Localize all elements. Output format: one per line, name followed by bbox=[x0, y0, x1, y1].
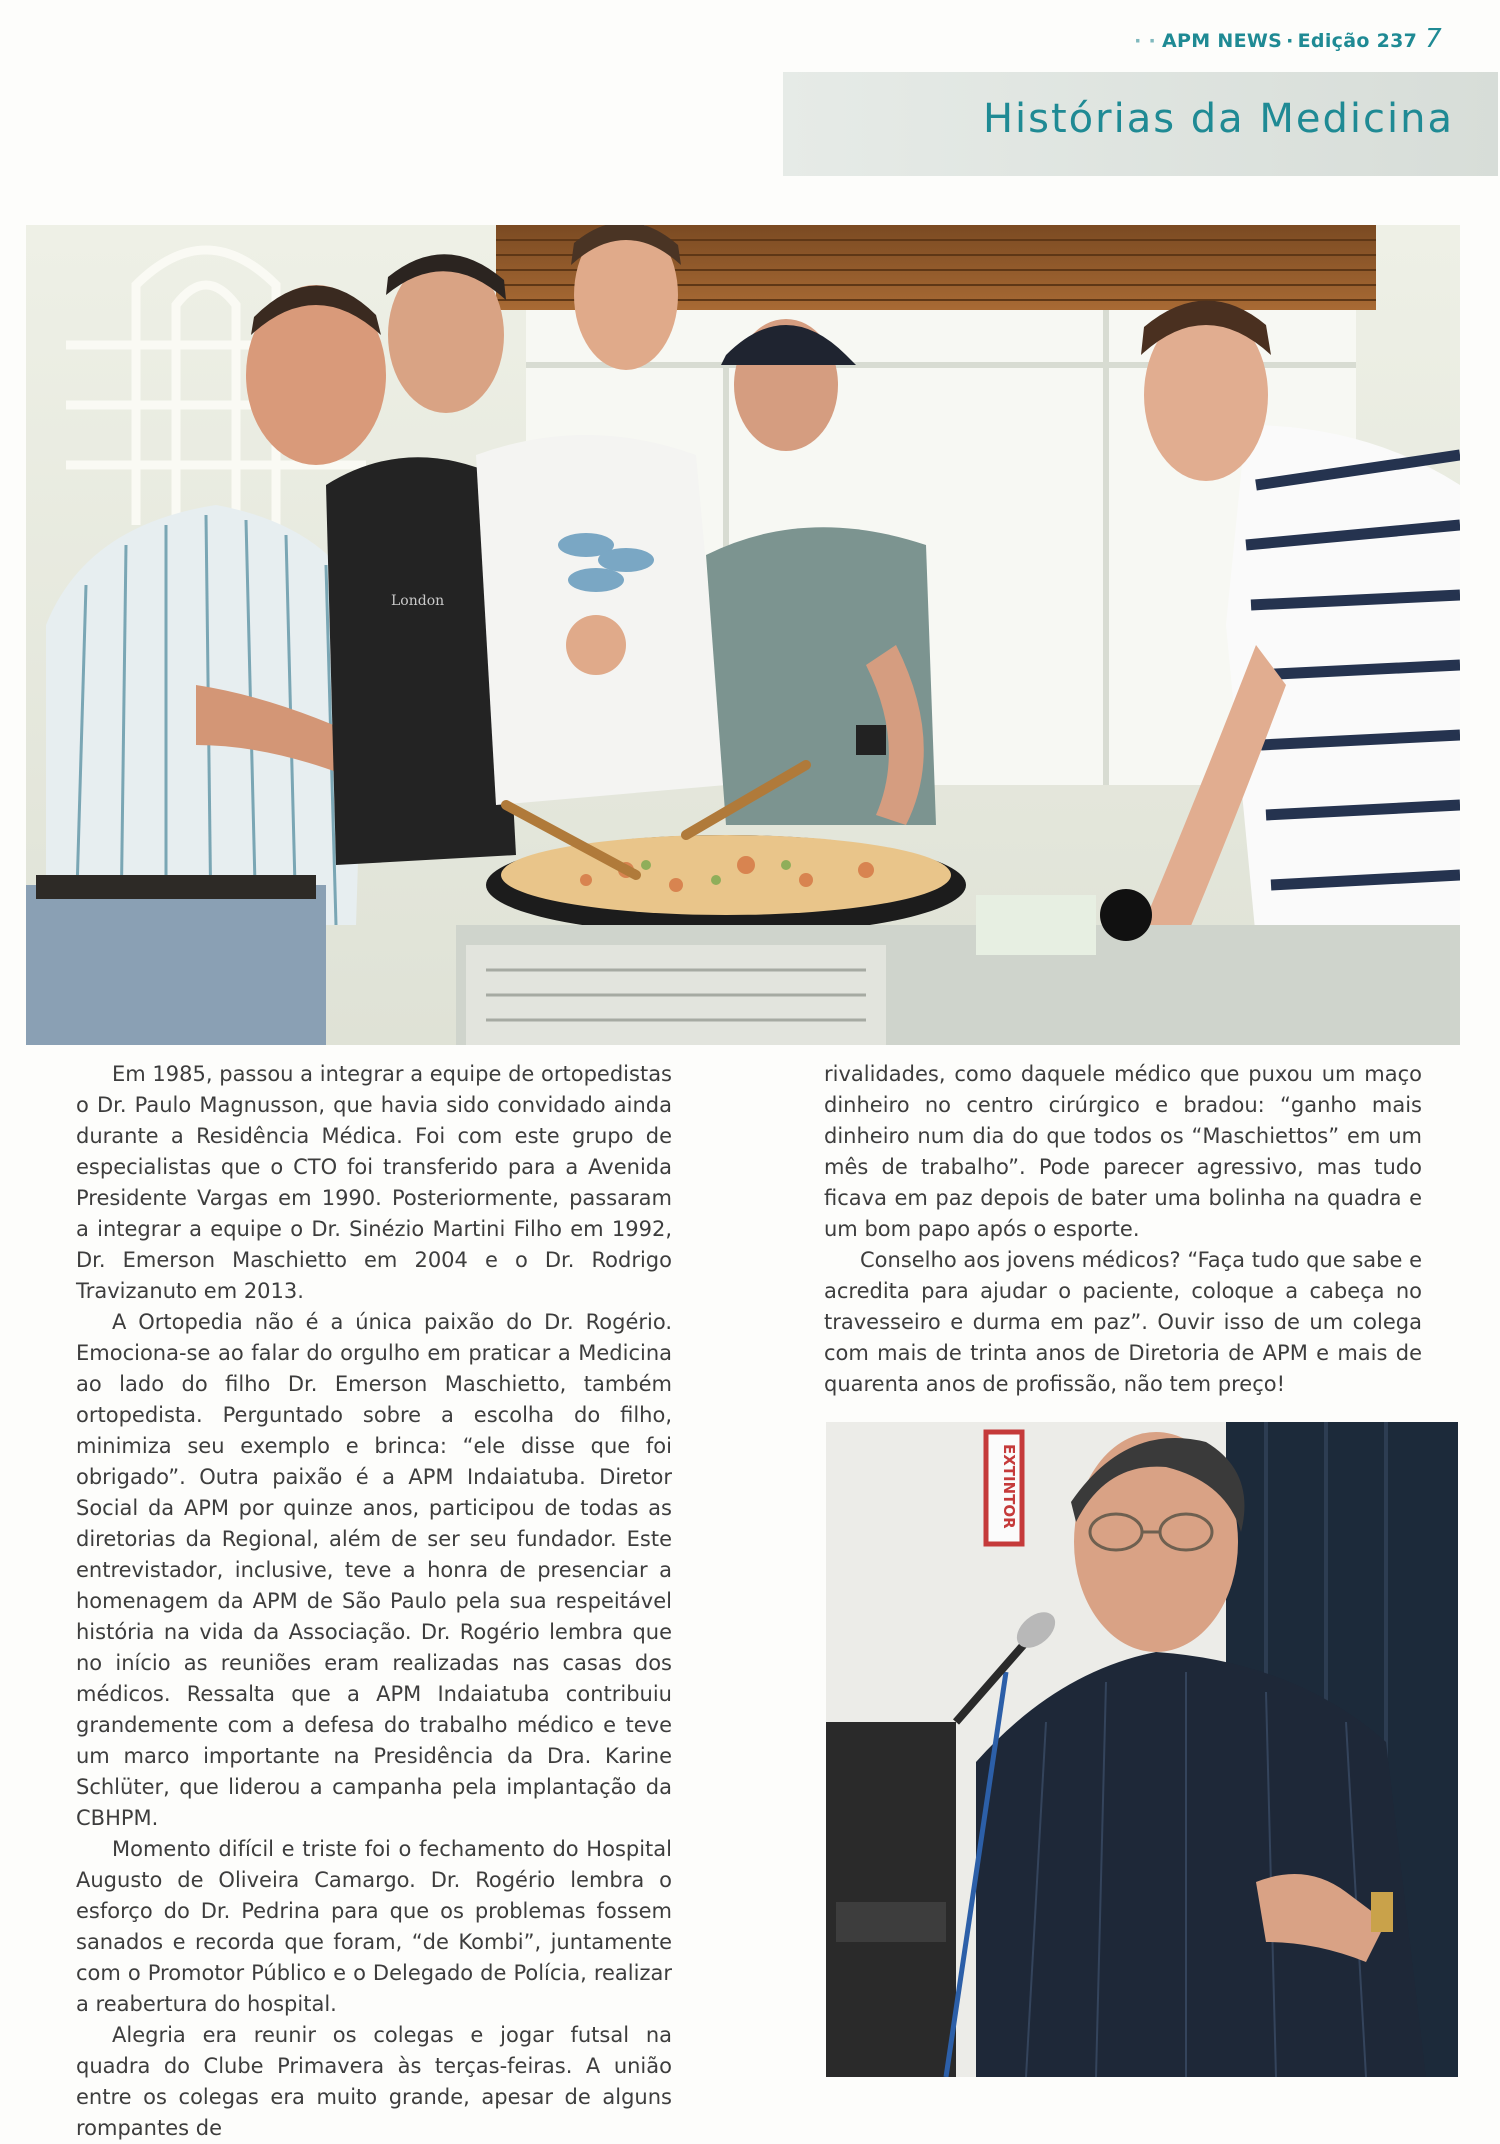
speaker-photo bbox=[826, 1422, 1458, 2077]
header-separator: · bbox=[1286, 30, 1294, 52]
article-right-column bbox=[824, 1059, 1422, 1400]
container bbox=[976, 895, 1096, 955]
black-ball bbox=[1100, 889, 1152, 941]
edition-label: Edição 237 bbox=[1297, 30, 1418, 52]
page-number: 7 bbox=[1425, 24, 1442, 54]
audio-equipment bbox=[826, 1722, 956, 2077]
paragraph: Momento difícil e triste foi o fechamento do Hospital Augusto de Oliveira Camargo. Dr. Rogério lembra o esforço do Dr. Pedrina para que os problemas fossem sanados e recorda que foram, “de Kombi”, juntamente com o Promotor Público e o Delegado de Polícia, realizar a reabertura do hospital. bbox=[76, 1837, 672, 2016]
running-header bbox=[1134, 24, 1442, 54]
speaker-illustration bbox=[826, 1422, 1458, 2077]
section-title: Histórias da Medicina bbox=[982, 96, 1454, 142]
paragraph: Conselho aos jovens médicos? “Faça tudo que sabe e acredita para ajudar o paciente, coloque a cabeça no travesseiro e durma em paz”. Ouvir isso de um colega com mais de trinta anos de Diretoria de APM e mais de quarenta anos de profissão, não tem preço! bbox=[824, 1248, 1422, 1396]
paragraph: Em 1985, passou a integrar a equipe de ortopedistas o Dr. Paulo Magnusson, que havia sido convidado ainda durante a Residência Médica. Foi com este grupo de especialistas que o CTO foi transferido para a Avenida Presidente Vargas em 1990. Posteriormente, passaram a integrar a equipe o Dr. Sinézio Martini Filho em 1992, Dr. Emerson Maschietto em 2004 e o Dr. Rodrigo Travizanuto em 2013. bbox=[76, 1062, 672, 1303]
article-left-column bbox=[76, 1059, 672, 2144]
publication-name: APM NEWS bbox=[1162, 30, 1283, 52]
shirt-print-text: London bbox=[391, 593, 445, 609]
section-banner bbox=[783, 72, 1498, 176]
extinguisher-sign-text: EXTINTOR bbox=[1000, 1444, 1018, 1529]
group-cooking-photo bbox=[26, 225, 1460, 1045]
group-cooking-illustration bbox=[26, 225, 1460, 1045]
paragraph: rivalidades, como daquele médico que puxou um maço dinheiro no centro cirúrgico e bradou: “ganho mais dinheiro num dia do que todos os “Maschiettos” em um mês de trabalho”. Pode parecer agressivo, mas tudo ficava em paz depois de bater uma bolinha na quadra e um bom papo após o esporte. bbox=[824, 1062, 1422, 1241]
wristwatch bbox=[1371, 1892, 1393, 1932]
paragraph: A Ortopedia não é a única paixão do Dr. Rogério. Emociona-se ao falar do orgulho em praticar a Medicina ao lado do filho Dr. Emerson Maschietto, também ortopedista. Perguntado sobre a escolha do filho, minimiza seu exemplo e brinca: “ele disse que foi obrigado”. Outra paixão é a APM Indaiatuba. Diretor Social da APM por quinze anos, participou de todas as diretorias da Regional, além de ser seu fundador. Este entrevistador, inclusive, teve a honra de presenciar a homenagem da APM de São Paulo pela sua respeitável história na vida da Associação. Dr. Rogério lembra que no início as reuniões eram realizadas nas casas dos médicos. Ressalta que a APM Indaiatuba contribuiu grandemente com a defesa do trabalho médico e teve um marco importante na Presidência da Dra. Karine Schlüter, que liderou a campanha pela implantação da CBHPM. bbox=[76, 1310, 672, 1830]
header-dots: · · bbox=[1134, 30, 1157, 52]
paragraph: Alegria era reunir os colegas e jogar futsal na quadra do Clube Primavera às terças-feiras. A união entre os colegas era muito grande, apesar de alguns rompantes de bbox=[76, 2023, 672, 2140]
